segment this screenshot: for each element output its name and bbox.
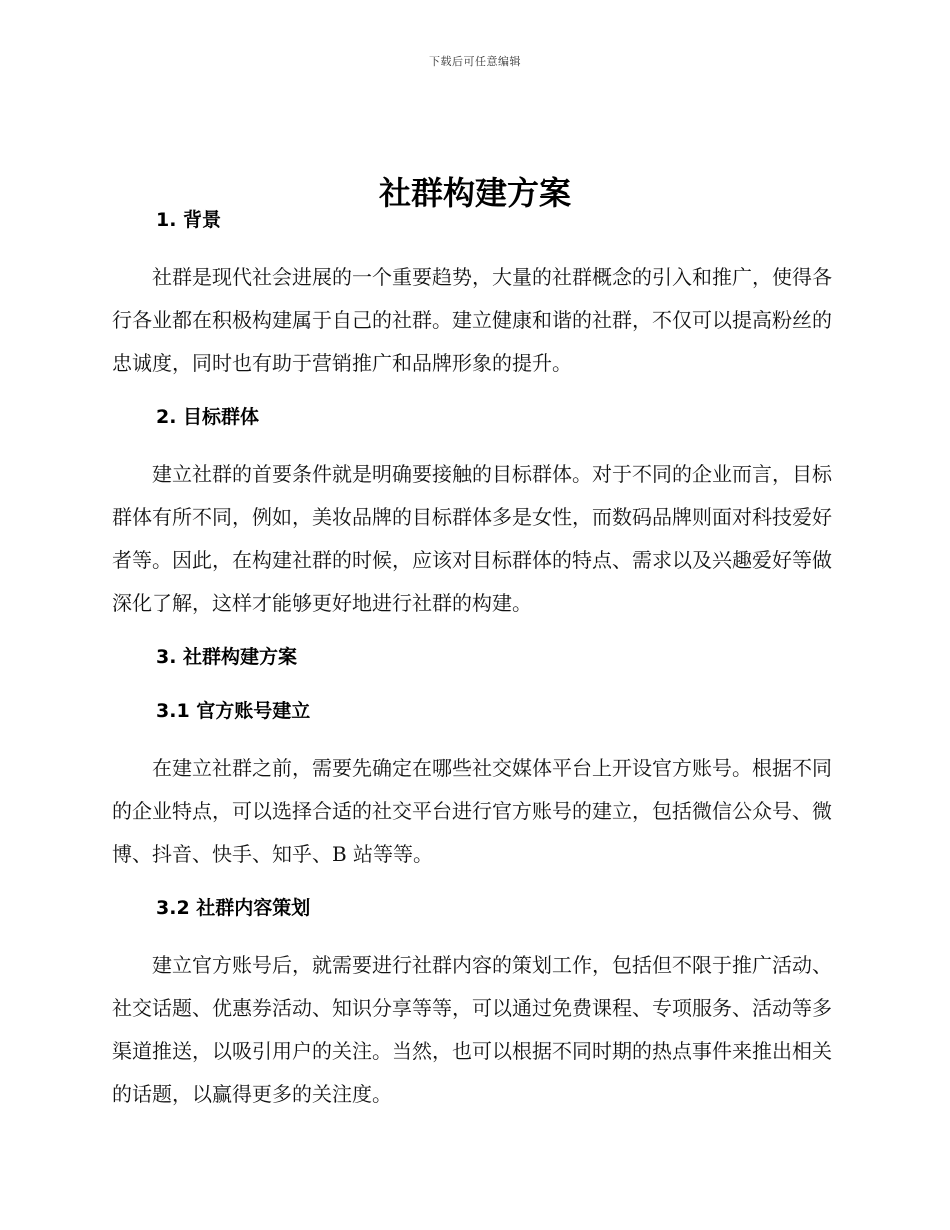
document-body bbox=[112, 200, 832, 1116]
section-heading-background: 1. 背景 bbox=[156, 209, 222, 231]
section-paragraph-target-group: 建立社群的首要条件就是明确要接触的目标群体。对于不同的企业而言，目标群体有所不同，例如，美妆品牌的目标群体多是女性，而数码品牌则面对科技爱好者等。因此，在构建社群的时候，应该对目标群体的特点、需求以及兴趣爱好等做深化了解，这样才能够更好地进行社群的构建。 bbox=[112, 462, 832, 615]
section-heading-target-group: 2. 目标群体 bbox=[156, 406, 260, 428]
subsection-paragraph-official-accounts: 在建立社群之前，需要先确定在哪些社交媒体平台上开设官方账号。根据不同的企业特点，可以选择合适的社交平台进行官方账号的建立，包括微信公众号、微博、抖音、快手、知乎、B 站等等。 bbox=[112, 756, 832, 866]
subsection-heading-content-planning: 3.2 社群内容策划 bbox=[156, 897, 311, 919]
section-heading-community-plan: 3. 社群构建方案 bbox=[156, 646, 298, 668]
document-title: 社群构建方案 bbox=[378, 174, 571, 213]
page-header-note: 下载后可任意编辑 bbox=[429, 55, 521, 68]
subsection-paragraph-content-planning: 建立官方账号后，就需要进行社群内容的策划工作，包括但不限于推广活动、社交话题、优惠券活动、知识分享等等，可以通过免费课程、专项服务、活动等多渠道推送，以吸引用户的关注。当然，也可以根据不同时期的热点事件来推出相关的话题，以赢得更多的关注度。 bbox=[112, 953, 832, 1106]
subsection-heading-official-accounts: 3.1 官方账号建立 bbox=[156, 700, 311, 722]
section-paragraph-background: 社群是现代社会进展的一个重要趋势，大量的社群概念的引入和推广，使得各行各业都在积极构建属于自己的社群。建立健康和谐的社群，不仅可以提高粉丝的忠诚度，同时也有助于营销推广和品牌形象的提升。 bbox=[112, 265, 832, 375]
